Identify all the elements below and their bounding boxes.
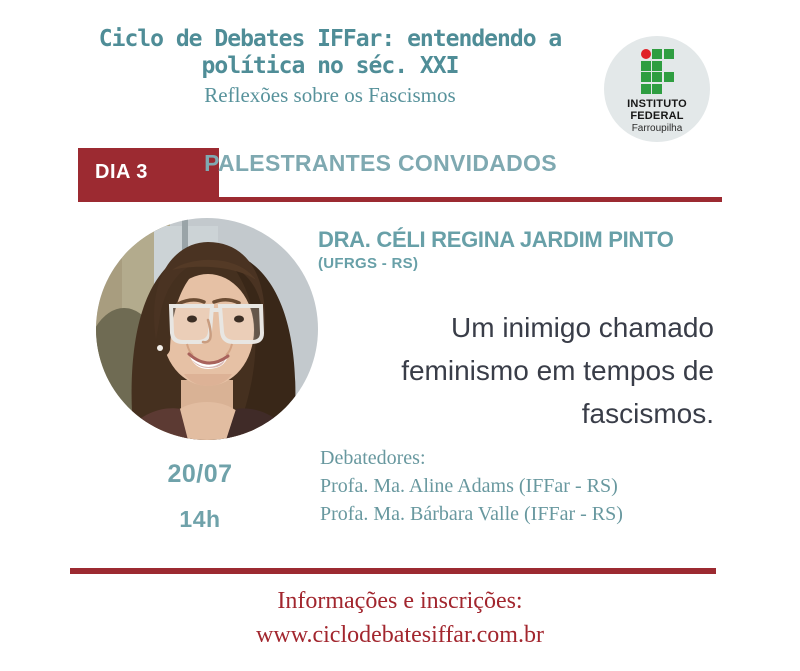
if-logo-red-dot	[641, 49, 651, 59]
event-date: 20/07	[167, 460, 233, 488]
debaters-block	[320, 444, 623, 528]
institute-name-line2: FEDERAL	[630, 109, 684, 122]
speaker-name: DRA. CÉLI REGINA JARDIM PINTO	[318, 227, 674, 252]
footer-url: www.ciclodebatesiffar.com.br	[256, 622, 544, 648]
talk-title-line3: fascismos.	[581, 398, 714, 429]
debaters-label: Debatedores:	[320, 447, 426, 469]
institute-logo	[604, 36, 710, 142]
top-divider	[78, 197, 722, 202]
if-logo-icon	[641, 49, 674, 94]
woman-portrait-icon	[96, 218, 318, 440]
talk-title	[340, 306, 714, 435]
day-badge: DIA 3	[78, 148, 219, 197]
section-heading: PALESTRANTES CONVIDADOS	[204, 150, 557, 176]
event-title-line2: política no séc. XXI	[201, 53, 459, 79]
debater-item: Profa. Ma. Bárbara Valle (IFFar - RS)	[320, 503, 623, 525]
bottom-divider	[70, 568, 716, 574]
institute-name-line1: INSTITUTO	[627, 97, 687, 110]
header-block	[30, 26, 630, 107]
talk-title-line1: Um inimigo chamado	[451, 312, 714, 343]
talk-title-line2: feminismo em tempos de	[401, 355, 714, 386]
debater-item: Profa. Ma. Aline Adams (IFFar - RS)	[320, 475, 618, 497]
event-time: 14h	[179, 506, 221, 532]
footer-info-label: Informações e inscrições:	[277, 588, 523, 614]
event-title-line1: Ciclo de Debates IFFar: entendendo a	[98, 26, 562, 52]
event-subtitle: Reflexões sobre os Fascismos	[204, 83, 456, 107]
institute-campus: Farroupilha	[631, 122, 683, 134]
speaker-affiliation: (UFRGS - RS)	[318, 255, 419, 272]
footer-block	[0, 584, 800, 652]
speaker-photo	[96, 218, 318, 440]
